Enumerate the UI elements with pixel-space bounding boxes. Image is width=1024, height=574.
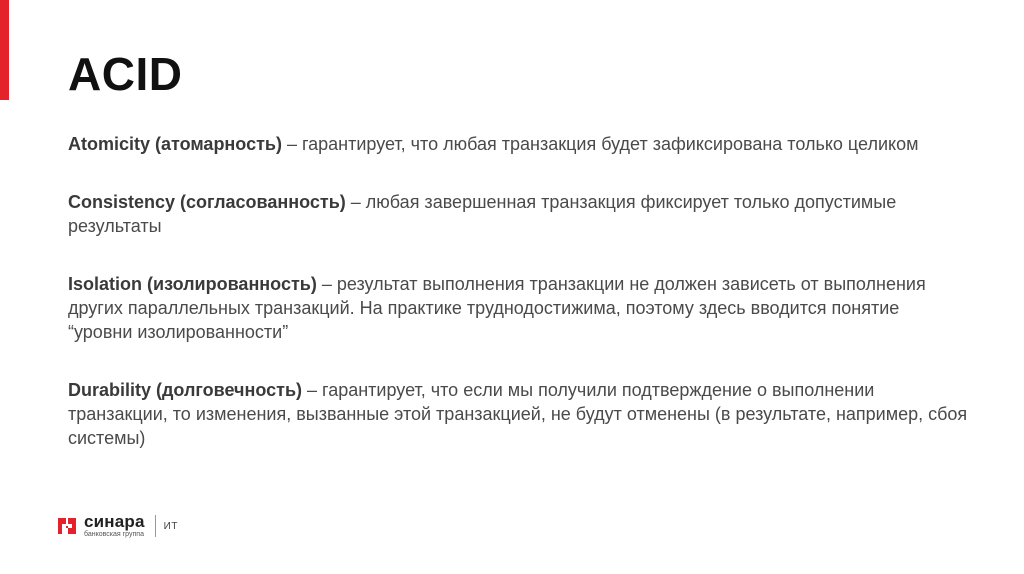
list-item-consistency xyxy=(68,190,968,238)
term-isolation: Isolation (изолированность) xyxy=(68,274,317,294)
logo-text xyxy=(84,511,145,539)
description-isolation: – результат выполнения транзакции не должен зависеть от выполнения других параллельных транзакций. На практике труднодостижима, поэтому здесь вводится понятие “уровни изолированности” xyxy=(68,274,926,342)
term-durability: Durability (долговечность) xyxy=(68,380,303,400)
slide-content xyxy=(68,132,968,484)
description-atomicity: – гарантирует, что любая транзакция будет зафиксирована только целиком xyxy=(281,134,919,154)
slide-title: ACID xyxy=(68,48,183,100)
list-item-atomicity xyxy=(68,132,968,156)
term-consistency: Consistency (согласованность) xyxy=(68,192,346,212)
logo-unit-label: ИТ xyxy=(163,520,178,532)
accent-bar xyxy=(0,0,9,100)
logo-divider xyxy=(155,515,156,537)
logo-name: синара xyxy=(84,511,145,531)
term-atomicity: Atomicity (атомарность) xyxy=(68,134,282,154)
sinara-logo-icon xyxy=(56,515,78,537)
list-item-isolation xyxy=(68,272,968,344)
description-durability: – гарантирует, что если мы получили подтверждение о выполнении транзакции, то изменения, вызванные этой транзакцией, не будут отменены (в результате, например, сбоя системы) xyxy=(68,380,968,448)
footer-logo xyxy=(56,512,178,540)
description-consistency: – любая завершенная транзакция фиксирует только допустимые результаты xyxy=(68,192,897,236)
list-item-durability xyxy=(68,378,968,450)
logo-subtitle: банковская группа xyxy=(84,530,144,538)
